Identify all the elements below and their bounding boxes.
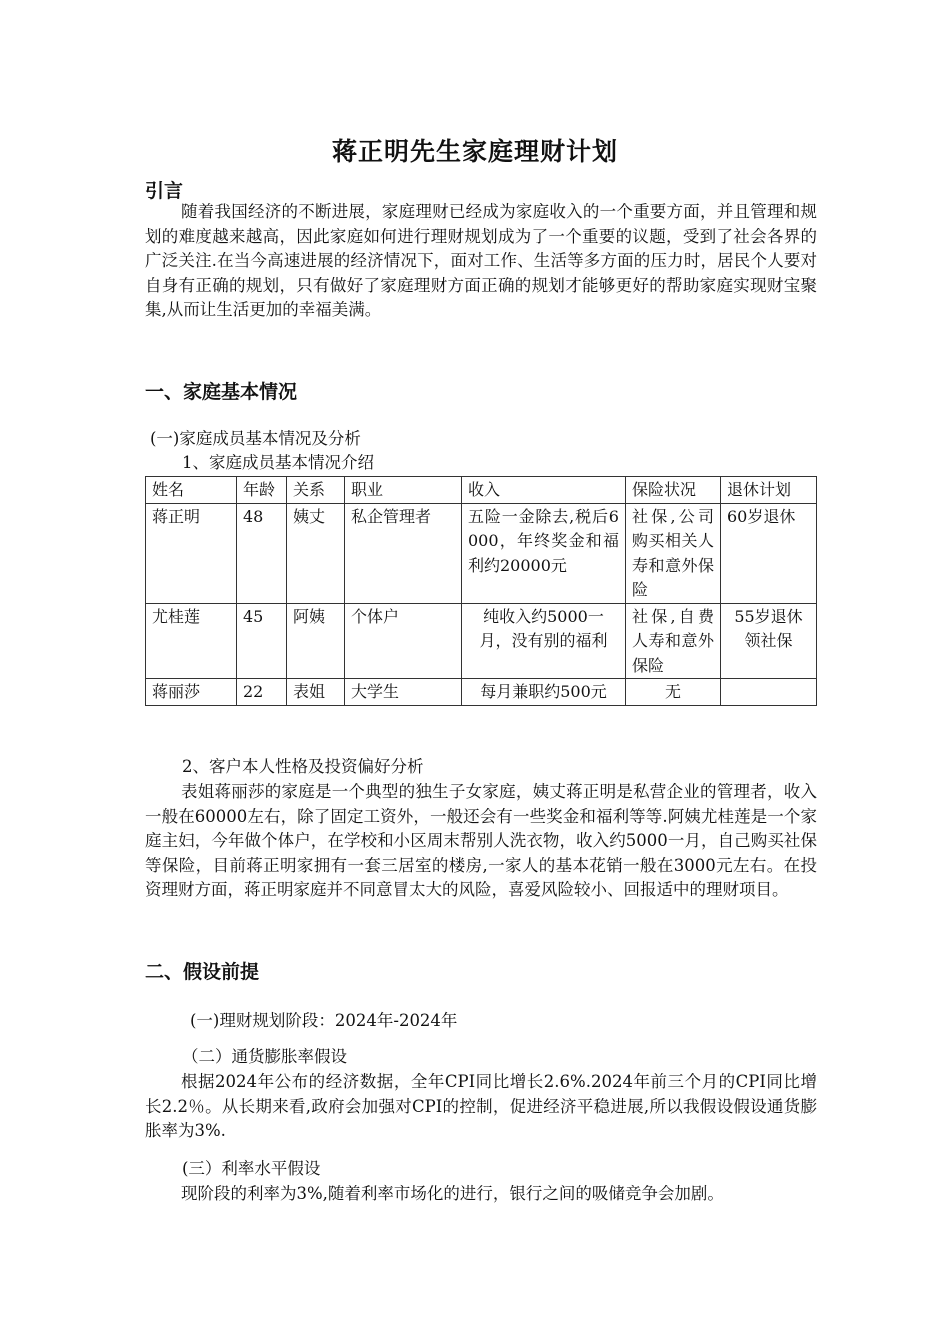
table-cell: 60岁退休: [721, 503, 817, 603]
table-cell: 尤桂莲: [146, 603, 237, 679]
table-cell: 无: [626, 679, 721, 706]
header-cell: 退休计划: [721, 477, 817, 504]
table-cell: 蒋丽莎: [146, 679, 237, 706]
table-cell: 大学生: [345, 679, 462, 706]
document-title: 蒋正明先生家庭理财计划: [331, 137, 618, 166]
section2-sub2-paragraph: 根据2024年公布的经济数据，全年CPI同比增长2.6%.2024年前三个月的CPI同比增长2.2％。从长期来看,政府会加强对CPI的控制，促进经济平稳进展,所以我假设假设通货膨胀率为3%.: [145, 1072, 817, 1140]
table-cell: 社保,自费人寿和意外保险: [626, 603, 721, 679]
section2-sub3-paragraph: 现阶段的利率为3%,随着利率市场化的进行，银行之间的吸储竞争会加剧。: [181, 1184, 724, 1203]
table-cell: 48: [237, 503, 287, 603]
table-row: [146, 603, 817, 679]
section1-item2: 2、客户本人性格及投资偏好分析: [182, 757, 424, 776]
table-cell: 五险一金除去,税后6000，年终奖金和福利约20000元: [462, 503, 626, 603]
section1-item2-paragraph: 表姐蒋丽莎的家庭是一个典型的独生子女家庭，姨丈蒋正明是私营企业的管理者，收入一般在60000左右，除了固定工资外，一般还会有一些奖金和福利等等.阿姨尤桂莲是一个家庭主妇，今年做个体户，在学校和小区周末帮别人洗衣物，收入约5000一月，自己购买社保等保险，目前蒋正明家拥有一套三居室的楼房,一家人的基本花销一般在3000元左右。在投资理财方面，蒋正明家庭并不同意冒太大的风险，喜爱风险较小、回报适中的理财项目。: [145, 782, 817, 899]
header-cell: 姓名: [146, 477, 237, 504]
table-cell: [721, 679, 817, 706]
table-cell: 纯收入约5000一月，没有别的福利: [462, 603, 626, 679]
table-cell: 22: [237, 679, 287, 706]
table-cell: 每月兼职约500元: [462, 679, 626, 706]
table-cell: 表姐: [287, 679, 345, 706]
table-cell: 姨丈: [287, 503, 345, 603]
section1-sub1: (一)家庭成员基本情况及分析: [150, 429, 361, 448]
table-row: [146, 679, 817, 706]
header-cell: 保险状况: [626, 477, 721, 504]
table-row: [146, 503, 817, 603]
table-cell: 社保,公司购买相关人寿和意外保险: [626, 503, 721, 603]
section1-heading: 一、家庭基本情况: [145, 381, 298, 403]
table-cell: 蒋正明: [146, 503, 237, 603]
table-cell: 阿姨: [287, 603, 345, 679]
table-cell: 个体户: [345, 603, 462, 679]
table-cell: 45: [237, 603, 287, 679]
family-members-table: [145, 476, 817, 706]
header-cell: 年龄: [237, 477, 287, 504]
table-cell: 55岁退休领社保: [721, 603, 817, 679]
section2-sub1: (一)理财规划阶段：2024年-2024年: [190, 1011, 458, 1030]
section2-sub2: （二）通货膨胀率假设: [182, 1047, 347, 1066]
header-cell: 收入: [462, 477, 626, 504]
header-cell: 关系: [287, 477, 345, 504]
section1-item1: 1、家庭成员基本情况介绍: [182, 453, 374, 472]
table-header-row: [146, 477, 817, 504]
section2-sub3: (三）利率水平假设: [182, 1159, 321, 1178]
header-cell: 职业: [345, 477, 462, 504]
table-cell: 私企管理者: [345, 503, 462, 603]
intro-heading: 引言: [145, 180, 184, 202]
intro-paragraph: 随着我国经济的不断进展，家庭理财已经成为家庭收入的一个重要方面，并且管理和规划的难度越来越高，因此家庭如何进行理财规划成为了一个重要的议题，受到了社会各界的广泛关注.在当今高速进展的经济情况下，面对工作、生活等多方面的压力时，居民个人要对自身有正确的规划，只有做好了家庭理财方面正确的规划才能够更好的帮助家庭实现财宝聚集,从而让生活更加的幸福美满。: [145, 202, 817, 319]
section2-heading: 二、假设前提: [145, 961, 260, 983]
